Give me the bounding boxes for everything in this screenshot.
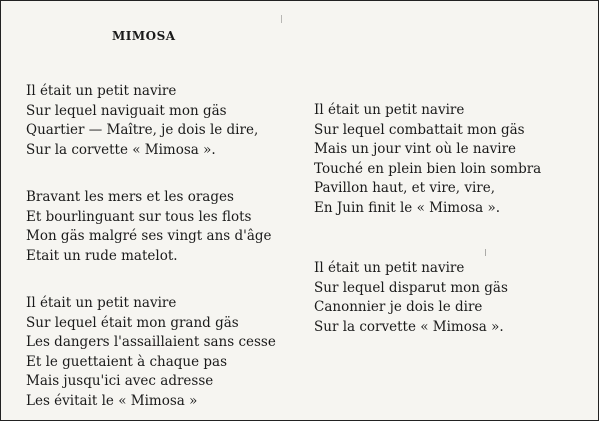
verse-line: Sur lequel combattait mon gäs xyxy=(314,121,525,138)
verse-line: Et bourlinguant sur tous les flots xyxy=(26,208,252,225)
verse-line: Sur lequel était mon grand gäs xyxy=(26,314,239,331)
poem-title: MIMOSA xyxy=(112,29,176,43)
stanza-4 xyxy=(314,101,541,218)
verse-line: Touché en plein bien loin sombra xyxy=(314,160,542,177)
verse-line: Les dangers l'assaillaient sans cesse xyxy=(26,334,276,350)
stanza-2 xyxy=(26,188,272,266)
verse-line: Sur la corvette « Mimosa ». xyxy=(26,141,216,158)
verse-line: Bravant les mers et les orages xyxy=(26,189,234,205)
stanza-1 xyxy=(26,82,258,160)
verse-line: Etait un rude matelot. xyxy=(26,247,178,264)
verse-line: Mais jusqu'ici avec adresse xyxy=(26,373,214,389)
stanza-3 xyxy=(26,294,276,411)
verse-line: Il était un petit navire xyxy=(26,83,177,99)
verse-line: Sur lequel naviguait mon gäs xyxy=(26,102,227,119)
verse-line: Quartier — Maître, je dois le dire, xyxy=(26,122,259,138)
verse-line: Canonnier je dois le dire xyxy=(314,299,483,315)
verse-line: Sur la corvette « Mimosa ». xyxy=(314,318,504,335)
pencil-mark xyxy=(485,249,486,256)
verse-line: Mon gäs malgré ses vingt ans d'âge xyxy=(26,228,272,244)
verse-line: Les évitait le « Mimosa » xyxy=(26,392,198,409)
verse-line: Pavillon haut, et vire, vire, xyxy=(314,180,496,196)
verse-line: Il était un petit navire xyxy=(26,295,177,311)
verse-line: En Juin finit le « Mimosa ». xyxy=(314,199,501,216)
verse-line: Il était un petit navire xyxy=(314,260,465,276)
verse-line: Mais un jour vint où le navire xyxy=(314,141,517,157)
stanza-5 xyxy=(314,259,508,337)
verse-line: Il était un petit navire xyxy=(314,102,465,118)
verse-line: Sur lequel disparut mon gäs xyxy=(314,279,508,296)
verse-line: Et le guettaient à chaque pas xyxy=(26,353,227,370)
pencil-mark xyxy=(281,15,282,23)
